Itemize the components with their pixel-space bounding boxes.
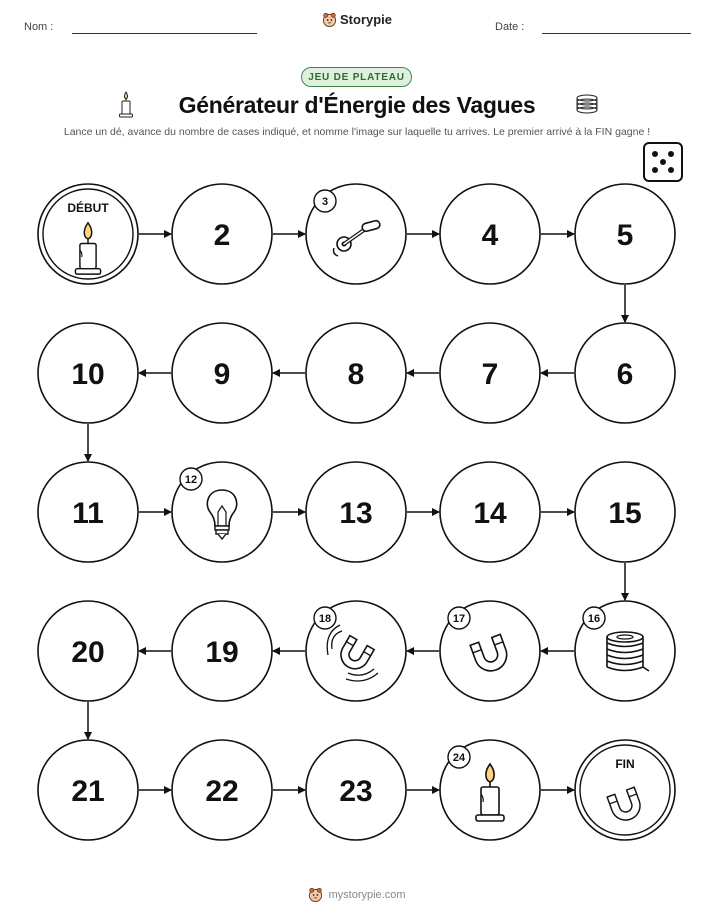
board-space: [575, 184, 675, 284]
board-space: [306, 740, 406, 840]
board-space: [306, 601, 406, 701]
space-number: 8: [347, 358, 365, 391]
board-space: [306, 323, 406, 423]
space-number: 15: [608, 497, 642, 530]
space-number: 9: [213, 358, 231, 391]
space-number: 13: [339, 497, 373, 530]
space-number: 6: [616, 358, 634, 391]
board-space: [38, 323, 138, 423]
board-space: [38, 740, 138, 840]
board-space: [306, 184, 406, 284]
space-number: 10: [71, 358, 105, 391]
board-space: [440, 462, 540, 562]
footer: [0, 887, 714, 902]
space-number: 11: [72, 497, 104, 530]
page-title: Générateur d'Énergie des Vagues: [178, 92, 536, 118]
board-space: [575, 462, 675, 562]
board-space: [575, 601, 675, 701]
space-number-badge: 17: [452, 613, 466, 625]
space-number-badge: 16: [587, 613, 601, 625]
space-number: 14: [473, 497, 507, 530]
space-number: 2: [213, 219, 231, 252]
footer-url: mystorypie.com: [328, 888, 406, 901]
space-number: 4: [481, 219, 499, 252]
board-space: [575, 323, 675, 423]
finish-space: [575, 740, 675, 840]
board-space: [172, 462, 272, 562]
storypie-mascot-icon: [308, 887, 323, 902]
board-space: [440, 601, 540, 701]
space-number: 7: [481, 358, 499, 391]
board-space: [306, 462, 406, 562]
space-number-badge: 24: [452, 752, 466, 764]
space-number: 22: [205, 775, 239, 808]
space-number: 21: [71, 775, 105, 808]
space-number-badge: 3: [321, 196, 329, 208]
game-type-badge: JEU DE PLATEAU: [301, 67, 412, 87]
brand-name: Storypie: [340, 12, 393, 27]
finish-space-label: FIN: [615, 757, 635, 771]
board-space: [172, 740, 272, 840]
space-number: 20: [71, 636, 105, 669]
name-label: Nom :: [24, 21, 54, 33]
space-number: 5: [616, 219, 634, 252]
board-space: [440, 184, 540, 284]
board-space: [172, 184, 272, 284]
space-number: 19: [205, 636, 239, 669]
space-number: 23: [339, 775, 373, 808]
date-label: Date :: [495, 21, 525, 33]
board-space: [172, 323, 272, 423]
space-number-badge: 18: [318, 613, 332, 625]
instructions: Lance un dé, avance du nombre de cases indiqué, et nomme l'image sur laquelle tu arrives. Le premier arrivé à la FIN gagne !: [63, 126, 651, 138]
board-space: [172, 601, 272, 701]
space-number-badge: 12: [184, 474, 198, 486]
start-space: [38, 184, 138, 284]
board-space: [38, 601, 138, 701]
start-space-label: DÉBUT: [67, 201, 109, 215]
board-space: [38, 462, 138, 562]
board-space: [440, 740, 540, 840]
board-space: [440, 323, 540, 423]
board-spaces: [38, 184, 675, 840]
